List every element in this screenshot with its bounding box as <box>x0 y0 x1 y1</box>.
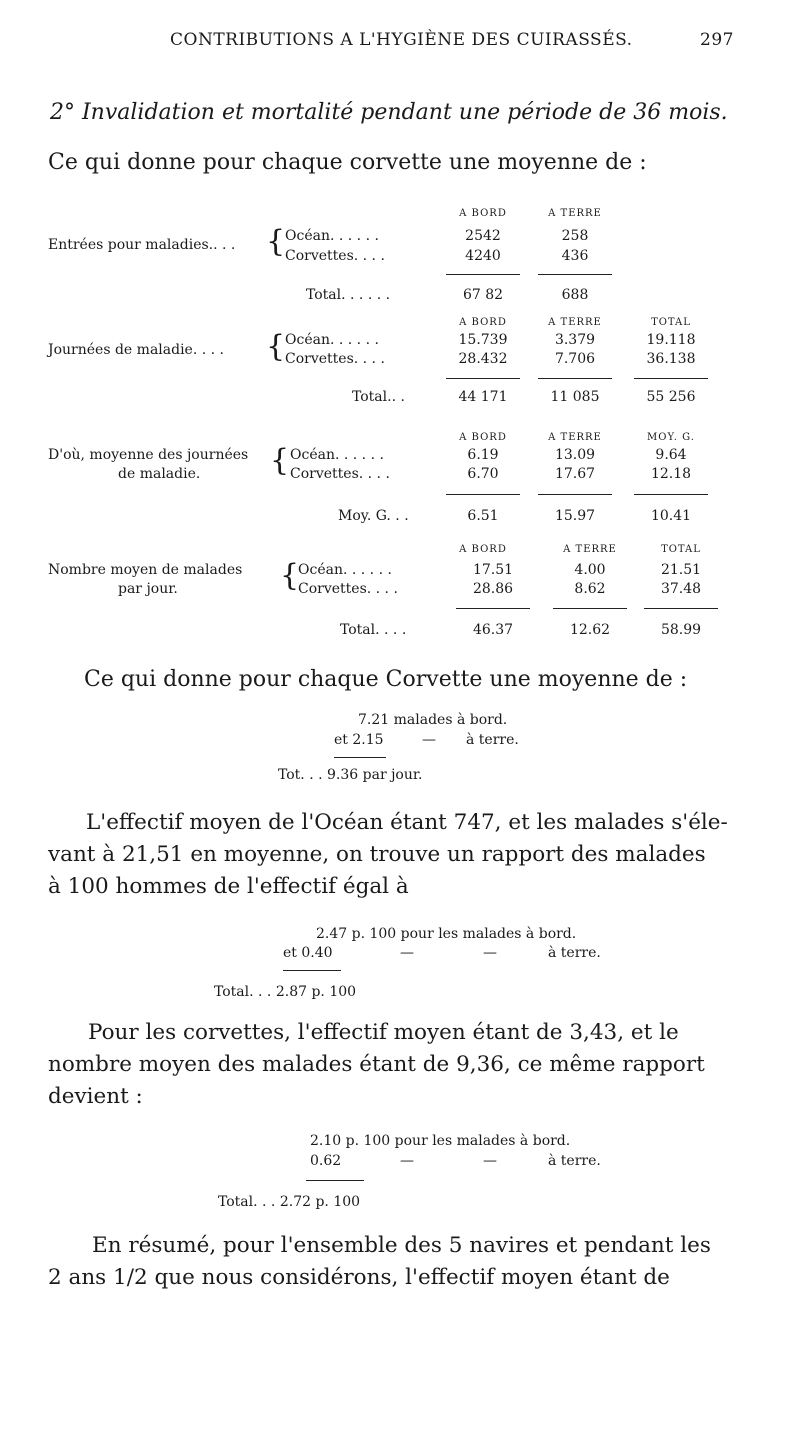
col-header-bord: A BORD <box>459 432 507 443</box>
cell: 8.62 <box>574 581 606 597</box>
corvettes-calc-total: Total. . . 2.72 p. 100 <box>218 1194 361 1210</box>
cell: 21.51 <box>660 562 702 578</box>
cell: 28.432 <box>458 351 508 367</box>
cell: 37.48 <box>660 581 702 597</box>
corvettes-calc-line2-dash: — <box>483 1153 497 1169</box>
row-group-label: D'où, moyenne des journées <box>48 447 249 463</box>
brace: { <box>280 558 300 593</box>
cell: 7.706 <box>554 351 596 367</box>
total-cell: 11 085 <box>550 389 600 405</box>
cell: 6.19 <box>467 447 499 463</box>
total-label: Total.. . <box>352 389 405 405</box>
row-name: Corvettes. . . . <box>285 248 385 264</box>
corvettes-calc-line2-suffix: à terre. <box>548 1153 601 1169</box>
ocean-calc-line2-prefix: et 0.40 <box>283 945 333 961</box>
total-cell: 44 171 <box>458 389 508 405</box>
section-intro: Ce qui donne pour chaque corvette une moyenne de : <box>48 150 647 175</box>
col-header-terre: A TERRE <box>548 317 602 328</box>
corvette-avg-line2-dash: — <box>422 732 436 748</box>
brace: { <box>266 329 286 364</box>
cell: 12.18 <box>650 466 692 482</box>
total-cell: 55 256 <box>646 389 696 405</box>
total-cell: 58.99 <box>660 622 702 638</box>
total-label: Total. . . . . . <box>306 287 391 303</box>
running-title: CONTRIBUTIONS A L'HYGIÈNE DES CUIRASSÉS. <box>170 30 633 50</box>
sum-rule <box>446 274 520 275</box>
row-group-label: Entrées pour maladies.. . . <box>48 237 236 253</box>
row-name: Océan. . . . . . <box>285 332 379 348</box>
ocean-para-line1: L'effectif moyen de l'Océan étant 747, et les malades s'éle- <box>86 810 728 835</box>
corvettes-calc-line1: 2.10 p. 100 pour les malades à bord. <box>310 1133 571 1149</box>
sum-rule <box>446 494 520 495</box>
corvettes-calc-line2-prefix: 0.62 <box>310 1153 342 1169</box>
cell: 17.67 <box>554 466 596 482</box>
ocean-calc-line2-dash: — <box>483 945 497 961</box>
page-number: 297 <box>700 30 734 50</box>
ocean-calc-line2-dash: — <box>400 945 414 961</box>
col-header-terre: A TERRE <box>563 544 617 555</box>
sum-rule <box>634 494 708 495</box>
total-cell: 10.41 <box>650 508 692 524</box>
row-name: Corvettes. . . . <box>298 581 398 597</box>
total-label: Total. . . . <box>340 622 407 638</box>
corvettes-para-line2: nombre moyen des malades étant de 9,36, ce même rapport <box>48 1052 705 1077</box>
total-cell: 688 <box>561 287 589 303</box>
row-name: Corvettes. . . . <box>290 466 390 482</box>
cell: 19.118 <box>646 332 696 348</box>
corvette-avg-line1: 7.21 malades à bord. <box>358 712 508 728</box>
sum-rule <box>644 608 718 609</box>
corvettes-para-line1: Pour les corvettes, l'effectif moyen étant de 3,43, et le <box>88 1020 679 1045</box>
cell: 17.51 <box>472 562 514 578</box>
col-header-bord: A BORD <box>459 317 507 328</box>
col-header-bord: A BORD <box>459 544 507 555</box>
cell: 6.70 <box>467 466 499 482</box>
total-cell: 67 82 <box>462 287 504 303</box>
total-label: Moy. G. . . <box>338 508 409 524</box>
corvettes-calc-line2-dash: — <box>400 1153 414 1169</box>
row-name: Corvettes. . . . <box>285 351 385 367</box>
ocean-para-line2: vant à 21,51 en moyenne, on trouve un rapport des malades <box>48 842 706 867</box>
cell: 15.739 <box>458 332 508 348</box>
col-header-total: TOTAL <box>651 317 691 328</box>
row-name: Océan. . . . . . <box>290 447 384 463</box>
ocean-para-line3: à 100 hommes de l'effectif égal à <box>48 874 409 899</box>
brace: { <box>270 443 290 478</box>
cell: 3.379 <box>554 332 596 348</box>
brace: { <box>266 224 286 259</box>
section-title: 2° Invalidation et mortalité pendant une période de 36 mois. <box>50 100 728 125</box>
sum-rule <box>538 494 612 495</box>
row-group-label: Nombre moyen de malades <box>48 562 243 578</box>
col-header-terre: A TERRE <box>548 208 602 219</box>
cell: 4.00 <box>574 562 606 578</box>
sum-rule <box>283 970 341 971</box>
cell: 2542 <box>465 228 501 244</box>
row-group-label: de maladie. <box>118 466 201 482</box>
ocean-calc-line1: 2.47 p. 100 pour les malades à bord. <box>316 926 577 942</box>
cell: 13.09 <box>554 447 596 463</box>
cell: 436 <box>561 248 589 264</box>
sum-rule <box>538 378 612 379</box>
resume-para-line2: 2 ans 1/2 que nous considérons, l'effectif moyen étant de <box>48 1265 670 1290</box>
sum-rule <box>334 757 386 758</box>
col-header-terre: A TERRE <box>548 432 602 443</box>
cell: 28.86 <box>472 581 514 597</box>
ocean-calc-total: Total. . . 2.87 p. 100 <box>214 984 357 1000</box>
sum-rule <box>634 378 708 379</box>
col-header-bord: A BORD <box>459 208 507 219</box>
cell: 36.138 <box>646 351 696 367</box>
resume-para-line1: En résumé, pour l'ensemble des 5 navires et pendant les <box>92 1233 711 1258</box>
corvette-avg-line2-prefix: et 2.15 <box>334 732 384 748</box>
corvette-avg-intro: Ce qui donne pour chaque Corvette une moyenne de : <box>84 667 688 692</box>
col-header-moy: MOY. G. <box>647 432 695 443</box>
total-cell: 15.97 <box>554 508 596 524</box>
row-group-label: par jour. <box>118 581 178 597</box>
ocean-calc-line2-suffix: à terre. <box>548 945 601 961</box>
cell: 4240 <box>465 248 501 264</box>
sum-rule <box>553 608 627 609</box>
corvette-avg-line2-suffix: à terre. <box>466 732 519 748</box>
cell: 9.64 <box>655 447 687 463</box>
row-name: Océan. . . . . . <box>285 228 379 244</box>
total-cell: 6.51 <box>467 508 499 524</box>
cell: 258 <box>561 228 589 244</box>
sum-rule <box>306 1180 364 1181</box>
row-group-label: Journées de maladie. . . . <box>48 342 224 358</box>
total-cell: 12.62 <box>569 622 611 638</box>
sum-rule <box>538 274 612 275</box>
total-cell: 46.37 <box>472 622 514 638</box>
sum-rule <box>456 608 530 609</box>
corvette-avg-total: Tot. . . 9.36 par jour. <box>278 767 423 783</box>
sum-rule <box>446 378 520 379</box>
corvettes-para-line3: devient : <box>48 1084 143 1109</box>
col-header-total: TOTAL <box>661 544 701 555</box>
row-name: Océan. . . . . . <box>298 562 392 578</box>
